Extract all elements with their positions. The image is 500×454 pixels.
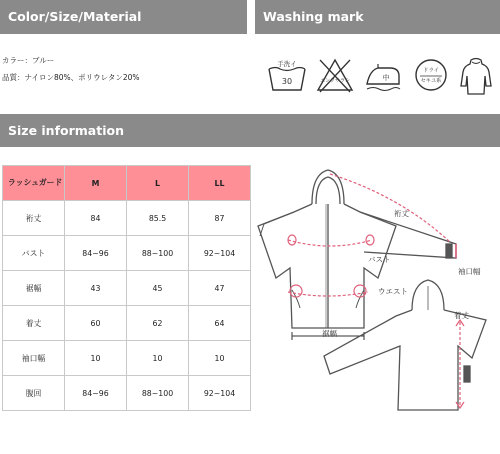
row-label: 腹回 [3, 376, 65, 411]
table-row [3, 201, 251, 236]
material-spec: 品質：ナイロン80%、ポリウレタン20% [2, 73, 140, 82]
color-spec: カラー：ブルー [2, 56, 55, 65]
table-cell: 45 [127, 271, 189, 306]
size-header-l: L [127, 166, 189, 201]
table-cell: 92~104 [189, 376, 251, 411]
back-jacket-drawing [324, 280, 486, 410]
washing-mark-header: Washing mark [255, 0, 500, 34]
front-jacket-drawing [258, 170, 456, 328]
table-cell: 88~100 [127, 236, 189, 271]
label-bust: バスト [368, 255, 391, 264]
size-table-corner: ラッシュガード [3, 166, 65, 201]
dry-clean-petroleum-icon [410, 56, 452, 96]
row-label: 裾幅 [3, 271, 65, 306]
table-row [3, 341, 251, 376]
garment-measurement-diagram [250, 160, 500, 454]
row-label: 裄丈 [3, 201, 65, 236]
row-label: 袖口幅 [3, 341, 65, 376]
svg-text:中: 中 [382, 74, 390, 82]
table-cell: 85.5 [127, 201, 189, 236]
length-measure [456, 320, 464, 408]
table-cell: 47 [189, 271, 251, 306]
size-table-header-row [3, 166, 251, 201]
table-cell: 10 [189, 341, 251, 376]
label-cuff: 袖口幅 [458, 267, 481, 276]
table-cell: 60 [65, 306, 127, 341]
table-cell: 62 [127, 306, 189, 341]
svg-text:手洗イ: 手洗イ [277, 60, 297, 68]
washing-icons [262, 52, 496, 102]
size-table [2, 165, 251, 411]
table-cell: 84~96 [65, 376, 127, 411]
svg-text:エンソサラシ: エンソサラシ [319, 78, 351, 84]
row-label: バスト [3, 236, 65, 271]
no-bleach-icon [314, 56, 356, 96]
table-cell: 10 [65, 341, 127, 376]
table-row [3, 236, 251, 271]
label-waist: ウエスト [378, 287, 408, 296]
svg-text:30: 30 [281, 77, 293, 86]
color-size-material-header: Color/Size/Material [0, 0, 247, 34]
size-header-ll: LL [189, 166, 251, 201]
table-cell: 84 [65, 201, 127, 236]
table-row [3, 271, 251, 306]
label-length: 着丈 [454, 311, 469, 320]
hand-wash-30-icon [266, 56, 308, 96]
size-information-header: Size information [0, 114, 500, 147]
iron-medium-icon [362, 56, 404, 96]
table-cell: 84~96 [65, 236, 127, 271]
table-cell: 88~100 [127, 376, 189, 411]
row-label: 着丈 [3, 306, 65, 341]
table-cell: 43 [65, 271, 127, 306]
svg-text:ドライ: ドライ [422, 68, 440, 74]
table-cell: 87 [189, 201, 251, 236]
table-cell: 10 [127, 341, 189, 376]
hang-dry-icon [458, 56, 494, 98]
table-cell: 92~104 [189, 236, 251, 271]
size-header-m: M [65, 166, 127, 201]
table-row [3, 306, 251, 341]
table-row [3, 376, 251, 411]
svg-text:セキユ系: セキユ系 [420, 78, 442, 84]
label-hem: 裾幅 [322, 329, 337, 338]
label-yuki: 裄丈 [394, 209, 409, 218]
table-cell: 64 [189, 306, 251, 341]
